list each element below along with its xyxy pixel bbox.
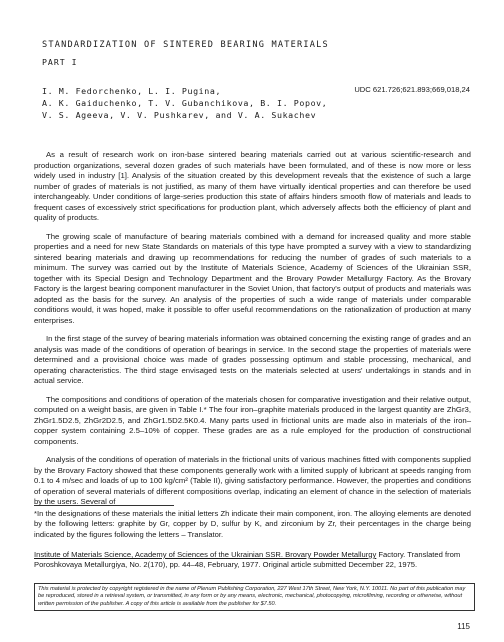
affiliation-note bbox=[34, 550, 471, 571]
body-paragraph: The compositions and conditions of operation of the materials chosen for comparative investigation and their relative output, computed on a weight basis, are given in Table I.* The four iron–graphite materials produced in the largest quantity are ZhGr3, ZhGr1.5D2.5, ZhGr2D2.5, and ZhGr1.5D2.5K0.4. Many parts used in frictional units are made also in materials of the iron–copper system containing 2.5–10% of copper. These grades are as a rule employed for the production of constructional components. bbox=[34, 394, 471, 446]
footnote-text: *In the designations of these materials the initial letters Zh indicate their main component, iron. The alloying elements are denoted by the following letters: graphite by Gr, copper by D, sulfur by K, and zirconium by Zr, their percentages in the charge being indicated by the figures following the letters – Translator. bbox=[34, 509, 471, 539]
body-paragraph: In the first stage of the survey of bearing materials information was obtained concerning the existing range of grades and an analysis was made of the conditions of operation of bearings in service. In the second stage the properties of materials were determined and a provisional choice was made of grades possessing optimum and stable processing, mechanical, and operating characteristics. The third stage envisaged tests on the materials selected at users' undertakings in stands and in actual service. bbox=[34, 334, 471, 385]
author-line: A. K. Gaiduchenko, T. V. Gubanchikova, B. I. Popov, bbox=[42, 98, 328, 109]
translator-footnote bbox=[34, 505, 471, 540]
footnote-divider bbox=[34, 505, 174, 506]
article-title: STANDARDIZATION OF SINTERED BEARING MATERIALS bbox=[42, 40, 329, 50]
page-number: 115 bbox=[457, 622, 470, 631]
affiliation-line: Institute of Materials Science, Academy of Sciences of the Ukrainian SSR. Brovary Powder Metallurgy bbox=[34, 550, 377, 559]
author-line: V. S. Ageeva, V. V. Pushkarev, and V. A. Sukachev bbox=[42, 110, 317, 121]
article-body bbox=[34, 150, 471, 516]
body-paragraph: The growing scale of manufacture of bearing materials combined with a demand for increased quality and more stable properties and a need for new State Standards on materials of this type have prompted a survey with a view to standardizing sintered bearing materials and drawing up recommendations for reducing the number of grades of such materials to a minimum. The survey was carried out by the Institute of Materials Science, Academy of Sciences of the Ukrainian SSR, together with its Special Design and Technology Department and the Brovary Powder Metallurgy Factory. As the Brovary Factory is the largest bearing component manufacturer in the Soviet Union, that factory's output of products and materials was adopted as the basis for the survey. An analysis of the properties of such a wide range of materials under comparable conditions would, it was hoped, make it possible to offer useful recommendations on the rationalization of production at many enterprises. bbox=[34, 231, 471, 325]
author-line: I. M. Fedorchenko, L. I. Pugina, bbox=[42, 86, 222, 96]
author-list bbox=[42, 85, 327, 122]
copyright-box: This material is protected by copyright registered in the name of Plenum Publishing Corporation, 227 West 17th Street, New York, N.Y. 10011. No part of this publication may be reproduced, stored in a retrieval system, or transmitted, in any form or by any means, electronic, mechanical, photocopying, microfilming, recording or otherwise, without written permission of the publisher. A copy of this article is available from the publisher for $7.50. bbox=[34, 583, 475, 611]
body-paragraph: Analysis of the conditions of operation of materials in the frictional units of various machines fitted with components supplied by the Brovary Factory showed that these components generally work with a limited supply of lubricant at speeds ranging from 0.1 to 4 m/sec and loads of up to 100 kg/cm² (Table II), giving satisfactory performance. However, the properties and conditions of operation of several materials of different compositions overlap, indicating an element of chance in the selection of materials by the users. Several of bbox=[34, 455, 471, 506]
body-paragraph: As a result of research work on iron-base sintered bearing materials carried out at various scientific-research and production organizations, several dozen grades of such materials have been formulated, and of these is now more or less widely used in industry [1]. Analysis of the situation created by this development reveals that the existence of such a large number of grades of materials is not justified, as many of them have virtually identical properties and can therefore be used interchangeably. Under conditions of large-series production this state of affairs hinders smooth flow of materials and leads to frequent cases of excessively strict specifications for production plant, which adversely affects both the efficiency of plant and quality of products. bbox=[34, 150, 471, 222]
article-part: PART I bbox=[42, 57, 78, 67]
affiliation-source: Factory. Translated from Poroshkovaya Metallurgiya, No. 2(170), pp. 44–48, February, 1977. Original article submitted December 22, 1975. bbox=[34, 550, 461, 570]
udc-code: UDC 621.726;621.893;669,018,24 bbox=[354, 85, 470, 94]
